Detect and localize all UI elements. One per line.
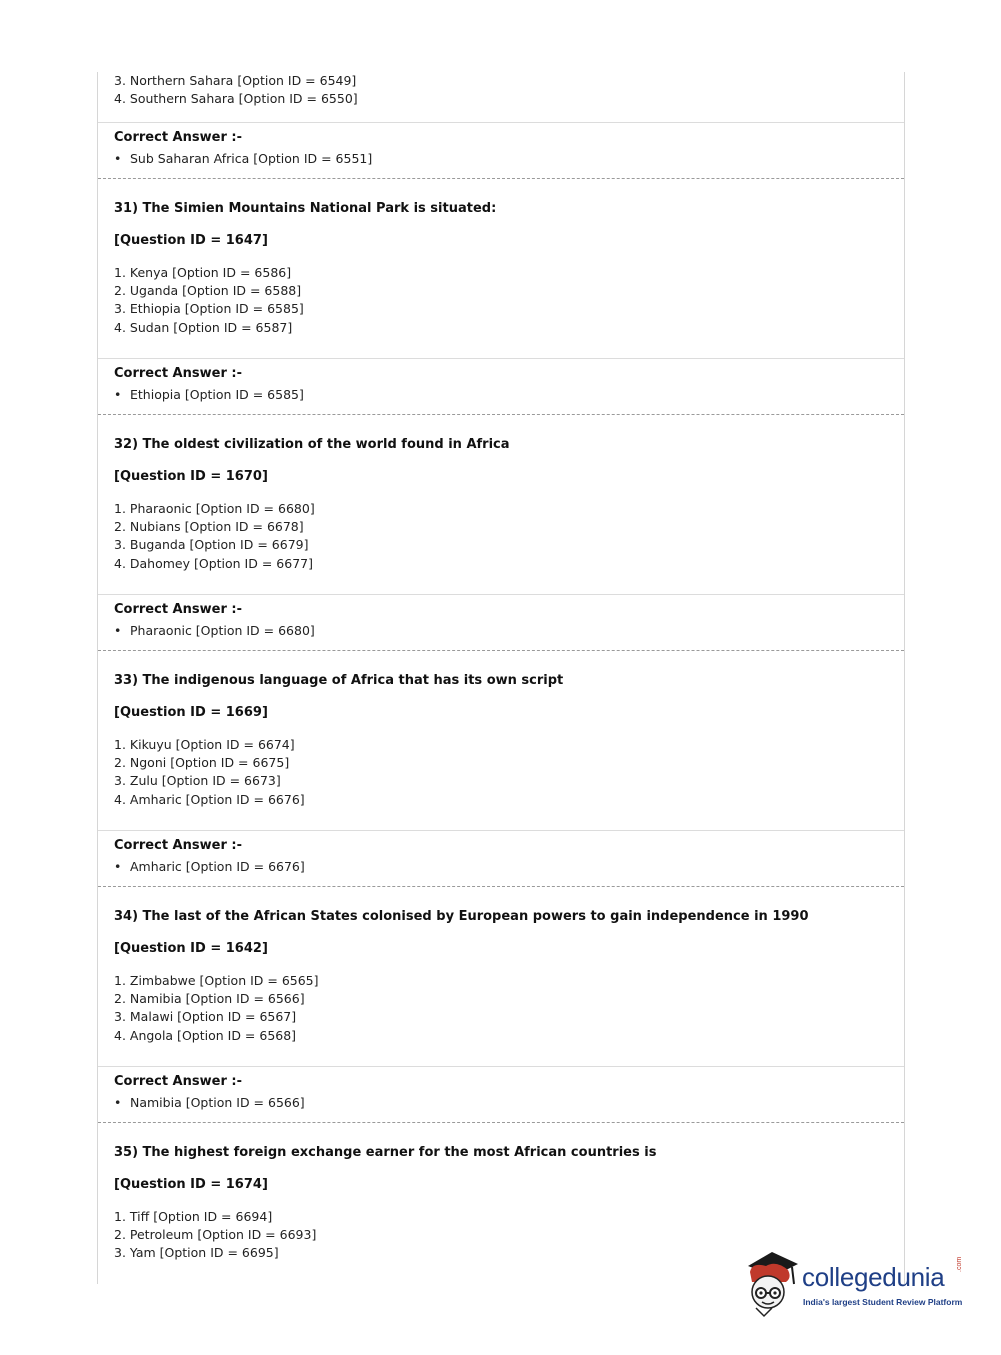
question-id: [Question ID = 1669] [114,705,268,720]
option-line: 1. Kikuyu [Option ID = 6674] [114,737,295,752]
option-line: 3. Zulu [Option ID = 6673] [114,773,281,788]
correct-answer-label: Correct Answer :- [114,366,242,381]
correct-answer-text: Ethiopia [Option ID = 6585] [130,387,304,402]
correct-answer-item [114,858,305,876]
question-separator [98,1122,904,1123]
collegedunia-logo[interactable] [742,1248,972,1318]
correct-answer-text: Amharic [Option ID = 6676] [130,859,305,874]
option-line: 4. Amharic [Option ID = 6676] [114,792,305,807]
option-line: 3. Malawi [Option ID = 6567] [114,1009,297,1024]
question-title: 35) The highest foreign exchange earner for the most African countries is [114,1145,657,1160]
bullet-icon: • [114,859,122,874]
question-separator [98,886,904,887]
logo-suffix: .com [956,1256,963,1272]
section-divider [98,594,904,595]
question-id: [Question ID = 1642] [114,941,268,956]
section-divider [98,830,904,831]
correct-answer-text: Pharaonic [Option ID = 6680] [130,623,315,638]
correct-answer-label: Correct Answer :- [114,1074,242,1089]
option-line: 4. Dahomey [Option ID = 6677] [114,556,313,571]
option-line: 4. Sudan [Option ID = 6587] [114,320,293,335]
section-divider [98,122,904,123]
mascot-icon [742,1248,804,1318]
bullet-icon: • [114,151,122,166]
correct-answer-label: Correct Answer :- [114,602,242,617]
bullet-icon: • [114,387,122,402]
correct-answer-item [114,150,372,168]
option-line: 3. Northern Sahara [Option ID = 6549] [114,73,357,88]
bullet-icon: • [114,623,122,638]
option-line: 2. Petroleum [Option ID = 6693] [114,1227,317,1242]
correct-answer-item [114,386,304,404]
option-line: 2. Ngoni [Option ID = 6675] [114,755,290,770]
option-line: 2. Uganda [Option ID = 6588] [114,283,302,298]
correct-answer-text: Sub Saharan Africa [Option ID = 6551] [130,151,373,166]
logo-tagline: India's largest Student Review Platform [803,1297,963,1307]
question-paper-frame [97,72,905,1284]
question-id: [Question ID = 1674] [114,1177,268,1192]
option-line: 3. Yam [Option ID = 6695] [114,1245,279,1260]
option-line: 4. Angola [Option ID = 6568] [114,1028,297,1043]
correct-answer-label: Correct Answer :- [114,838,242,853]
section-divider [98,358,904,359]
question-id: [Question ID = 1647] [114,233,268,248]
question-title: 33) The indigenous language of Africa that has its own script [114,673,564,688]
section-divider [98,1066,904,1067]
question-title: 32) The oldest civilization of the world found in Africa [114,437,510,452]
logo-wordmark: collegedunia [802,1262,945,1292]
correct-answer-item [114,622,315,640]
question-separator [98,414,904,415]
option-line: 4. Southern Sahara [Option ID = 6550] [114,91,358,106]
correct-answer-item [114,1094,305,1112]
correct-answer-label: Correct Answer :- [114,130,242,145]
question-separator [98,178,904,179]
option-line: 3. Buganda [Option ID = 6679] [114,537,309,552]
correct-answer-text: Namibia [Option ID = 6566] [130,1095,305,1110]
question-title: 31) The Simien Mountains National Park is situated: [114,201,497,216]
question-id: [Question ID = 1670] [114,469,268,484]
question-separator [98,650,904,651]
option-line: 1. Pharaonic [Option ID = 6680] [114,501,315,516]
option-line: 2. Nubians [Option ID = 6678] [114,519,304,534]
option-line: 1. Kenya [Option ID = 6586] [114,265,292,280]
question-title: 34) The last of the African States colonised by European powers to gain independence in 1990 [114,909,809,924]
bullet-icon: • [114,1095,122,1110]
option-line: 1. Zimbabwe [Option ID = 6565] [114,973,319,988]
option-line: 2. Namibia [Option ID = 6566] [114,991,305,1006]
option-line: 3. Ethiopia [Option ID = 6585] [114,301,304,316]
option-line: 1. Tiff [Option ID = 6694] [114,1209,273,1224]
